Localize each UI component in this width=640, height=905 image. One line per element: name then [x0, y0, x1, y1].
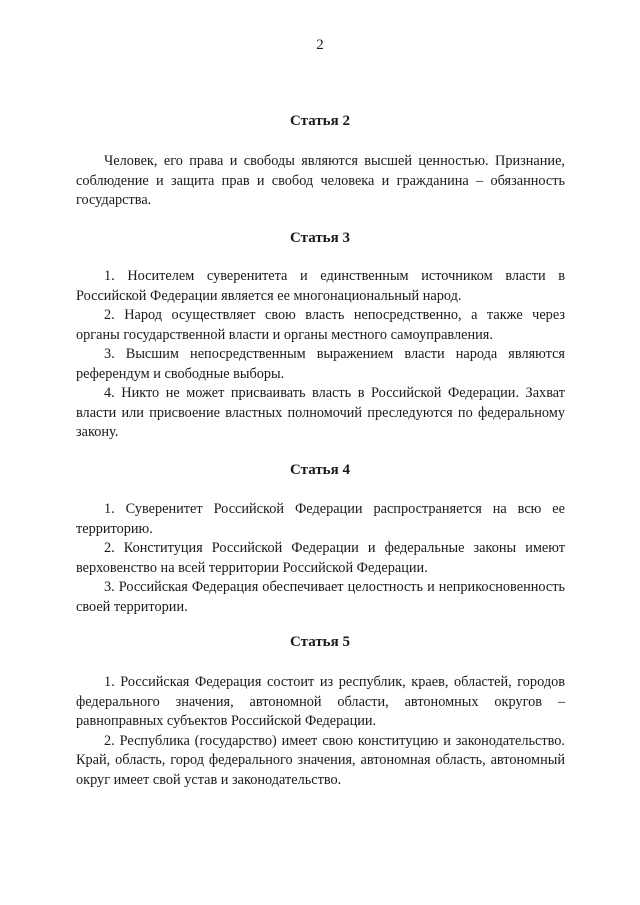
article-body-3: [76, 267, 565, 443]
article-body-2: [76, 152, 565, 211]
article-title-3: Статья 3: [290, 230, 350, 246]
article-5-paragraph-2: 2. Республика (государство) имеет свою конституцию и законодательство. Край, область, город федерального значения, автономная область, автономный округ имеет свой устав и законодательство.: [76, 732, 565, 788]
article-3-paragraph-1: 1. Носителем суверенитета и единственным источником власти в Российской Федерации является ее многонациональный народ.: [76, 268, 565, 304]
article-title-2: Статья 2: [290, 113, 350, 129]
article-5-paragraph-1: 1. Российская Федерация состоит из республик, краев, областей, городов федерального значения, автономной области, автономных округов – равноправных субъектов Российской Федерации.: [76, 674, 565, 729]
article-body-4: [76, 500, 565, 617]
article-4-paragraph-1: 1. Суверенитет Российской Федерации распространяется на всю ее территорию.: [76, 501, 565, 537]
article-title-5: Статья 5: [290, 634, 350, 650]
article-body-5: [76, 673, 565, 790]
page-number: 2: [316, 37, 324, 53]
article-2-paragraph-1: Человек, его права и свободы являются высшей ценностью. Признание, соблюдение и защита прав и свобод человека и гражданина – обязанность государства.: [76, 153, 565, 208]
article-4-paragraph-3: 3. Российская Федерация обеспечивает целостность и неприкосновенность своей территории.: [76, 579, 565, 615]
article-title-4: Статья 4: [290, 462, 350, 478]
article-3-paragraph-2: 2. Народ осуществляет свою власть непосредственно, а также через органы государственной власти и органы местного самоуправления.: [76, 307, 565, 343]
article-3-paragraph-3: 3. Высшим непосредственным выражением власти народа являются референдум и свободные выборы.: [76, 346, 565, 382]
article-4-paragraph-2: 2. Конституция Российской Федерации и федеральные законы имеют верховенство на всей территории Российской Федерации.: [76, 540, 565, 576]
article-3-paragraph-4: 4. Никто не может присваивать власть в Российской Федерации. Захват власти или присвоение властных полномочий преследуются по федеральному закону.: [76, 385, 565, 440]
